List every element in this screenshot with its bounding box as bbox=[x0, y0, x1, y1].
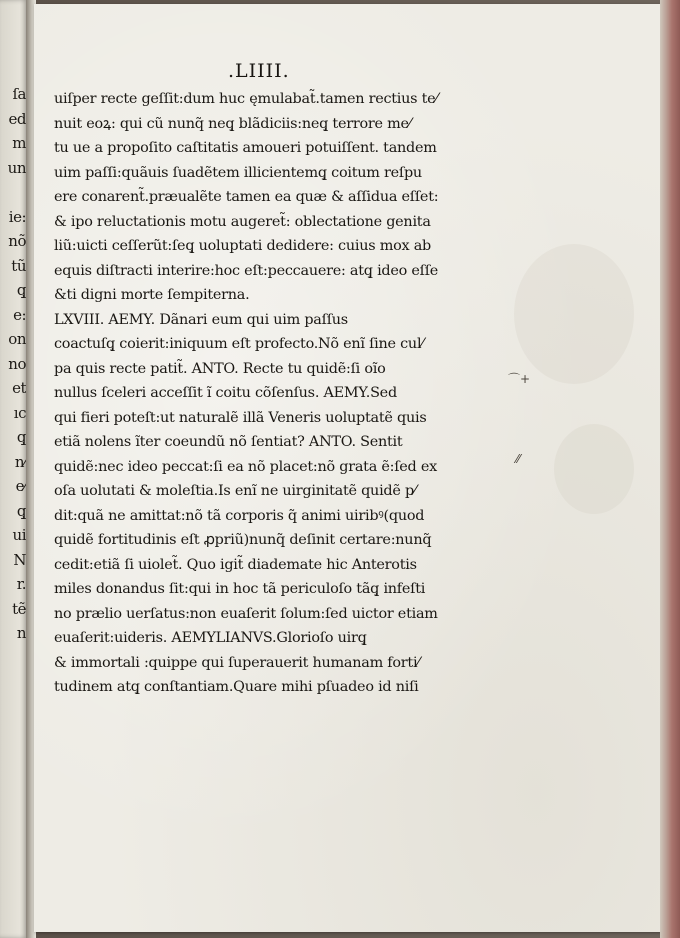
text-line: tu ue a propoſito caſtitatis amoueri potuiſſent. tandem bbox=[54, 140, 437, 156]
facing-page-line-fragment: r. bbox=[16, 575, 26, 593]
facing-page-line-fragment: q̧ bbox=[16, 428, 26, 446]
facing-page-left bbox=[0, 0, 28, 938]
facing-page-line-fragment: tũ bbox=[11, 256, 26, 275]
facing-page-line-fragment: e: bbox=[13, 305, 26, 324]
text-line: & ipo reluctationis motu augeret̃: oblectatione genita bbox=[54, 213, 431, 230]
facing-page-line-fragment: ie: bbox=[8, 207, 26, 226]
facing-page-line-fragment: n⁄ bbox=[14, 452, 26, 471]
text-line: pa quis recte patit̃. ANTO. Recte tu quidẽ:ſi oĩo bbox=[54, 360, 386, 377]
text-line: & immortali :quippe qui ſuperauerit humanam forti⁄ bbox=[54, 654, 420, 671]
text-line: nuit eoꝝ: qui cũ nunq̃ neq̧ blãdiciis:neq̧ terrore me⁄ bbox=[54, 115, 411, 132]
facing-page-line-fragment: ſa bbox=[12, 85, 26, 103]
text-line: miles donandus ſit:qui in hoc tã periculoſo tãq̧ infeſti bbox=[54, 581, 426, 597]
pencil-mark: ⁄⁄ bbox=[516, 452, 521, 466]
text-line: uim paſſi:quãuis ſuadẽtem illicientemq̧ coitum reſpu bbox=[54, 164, 422, 181]
text-line: etiã nolens ĩter coeundũ nõ ſentiat? ANTO. Sentit bbox=[54, 434, 403, 450]
facing-page-line-fragment: e⁄ bbox=[15, 477, 26, 495]
text-line: quidẽ fortitudinis eſt ꝓpriũ)nunq̃ deſinit certare:nunq̃ bbox=[54, 532, 432, 548]
text-line: equis diſtracti interire:hoc eſt:peccauere: atq̧ ideo eſſe bbox=[54, 262, 439, 279]
facing-page-line-fragment: no bbox=[8, 354, 26, 373]
text-line: ere conarent̃.præualẽte tamen ea quæ & aſſidua eſſet: bbox=[54, 189, 439, 205]
facing-page-line-fragment: et bbox=[12, 379, 26, 397]
facing-page-line-fragment: m bbox=[12, 134, 26, 152]
facing-page-line-fragment: N bbox=[13, 550, 26, 569]
text-line: qui fieri poteſt:ut naturalẽ illã Veneris uoluptatẽ quis bbox=[54, 409, 427, 426]
text-line: uiſper recte geſſit:dum huc ęmulabat̃.tamen rectius te⁄ bbox=[54, 91, 438, 107]
facing-page-line-fragment: nõ bbox=[8, 232, 26, 250]
facing-page-line-fragment: un bbox=[7, 158, 26, 177]
facing-page-line-fragment: ui bbox=[12, 526, 26, 544]
text-line: liũ:uicti ceſſerũt:ſeq̧ uoluptati dedidere: cuius mox ab bbox=[54, 238, 431, 254]
text-line: oſa uolutati & moleſtia.Is enĩ ne uirginitatẽ quidẽ p⁄ bbox=[54, 483, 417, 499]
text-line: dit:quã ne amittat:nõ tã corporis q̃ animi uiribꝰ(quod bbox=[54, 507, 425, 524]
facing-page-line-fragment: on bbox=[8, 330, 26, 348]
text-line: tudinem atq̧ conſtantiam.Quare mihi pſuadeo id niſi bbox=[54, 679, 419, 695]
text-block bbox=[54, 87, 484, 700]
facing-page-line-fragment: q̧ bbox=[16, 501, 26, 520]
text-line: euaſerit:uideris. AEMYLIANVS.Glorioſo uirq̧ bbox=[54, 630, 367, 646]
pencil-mark: ⌒+ bbox=[508, 372, 531, 386]
text-line: quidẽ:nec ideo peccat:ſi ea nõ placet:nõ grata ẽ:ſed ex bbox=[54, 458, 437, 475]
text-line: &ti digni morte ſempiterna. bbox=[54, 287, 250, 303]
facing-page-line-fragment: tẽ bbox=[12, 599, 26, 618]
facing-page-line-fragment: ed bbox=[8, 109, 26, 128]
facing-page-line-fragment: n bbox=[16, 624, 26, 642]
text-line: LXVIII. AEMY. Dãnari eum qui uim paſſus bbox=[54, 311, 348, 328]
fore-edge bbox=[660, 0, 680, 938]
facing-page-line-fragment: ıc bbox=[13, 403, 26, 422]
text-line: no prælio uerſatus:non euaſerit ſolum:ſed uictor etiam bbox=[54, 605, 438, 622]
text-line: cedit:etiã ſi uiolet̃. Quo igit̃ diademate hic Anterotis bbox=[54, 556, 417, 573]
paper-stain bbox=[554, 424, 634, 514]
facing-page-line-fragment: q̧ bbox=[16, 281, 26, 299]
text-line: coactuſq̧ coierit:iniquum eſt profecto.Nõ enĩ ſine cul⁄ bbox=[54, 336, 424, 352]
text-line: nullus ſceleri acceſſit ĩ coitu cõſenſus. AEMY.Sed bbox=[54, 385, 397, 401]
folio-number: .LIIII. bbox=[228, 60, 290, 82]
paper-stain bbox=[514, 244, 634, 384]
